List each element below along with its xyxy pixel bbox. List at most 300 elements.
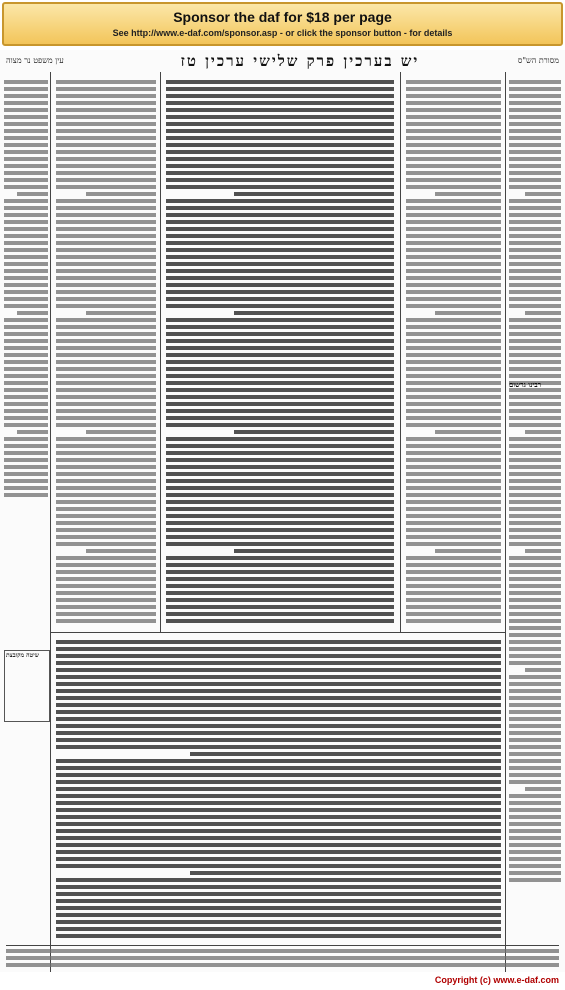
text-line (435, 549, 502, 553)
text-line (56, 122, 156, 126)
ein-mishpat-header: עין משפט נר מצוה (6, 56, 64, 65)
text-line (56, 857, 501, 861)
text-line (4, 325, 48, 329)
text-line (166, 129, 394, 133)
text-line (56, 332, 156, 336)
text-line (166, 514, 394, 518)
column-divider (160, 72, 161, 632)
text-line (56, 808, 501, 812)
text-line (406, 395, 501, 399)
column-divider (50, 72, 51, 972)
text-line (509, 493, 561, 497)
text-line (166, 605, 394, 609)
text-line (86, 549, 156, 553)
text-line (4, 339, 48, 343)
text-line (56, 262, 156, 266)
text-line (166, 108, 394, 112)
text-line (166, 227, 394, 231)
text-line (56, 787, 501, 791)
text-line (4, 451, 48, 455)
text-line (406, 213, 501, 217)
text-line (509, 360, 561, 364)
text-line (56, 465, 156, 469)
text-line (4, 241, 48, 245)
text-line (525, 668, 561, 672)
text-line (509, 80, 561, 84)
text-line (4, 213, 48, 217)
text-line (56, 927, 501, 931)
text-line (406, 479, 501, 483)
text-line (509, 136, 561, 140)
text-line (509, 710, 561, 714)
text-line (4, 283, 48, 287)
text-line (56, 479, 156, 483)
text-line (56, 185, 156, 189)
text-line (56, 570, 156, 574)
text-line (56, 864, 501, 868)
text-line (406, 290, 501, 294)
text-line (166, 199, 394, 203)
text-line (406, 521, 501, 525)
text-line (4, 367, 48, 371)
text-line (4, 150, 48, 154)
text-line (56, 346, 156, 350)
text-line (509, 164, 561, 168)
text-line (166, 353, 394, 357)
text-line (166, 248, 394, 252)
text-line (4, 255, 48, 259)
text-line (4, 290, 48, 294)
text-line (166, 374, 394, 378)
text-line (6, 963, 559, 967)
text-line (509, 521, 561, 525)
text-line (406, 514, 501, 518)
text-line (4, 80, 48, 84)
text-line (509, 759, 561, 763)
text-line (166, 290, 394, 294)
text-line (166, 178, 394, 182)
text-line (56, 486, 156, 490)
text-line (4, 87, 48, 91)
text-line (56, 164, 156, 168)
text-line (509, 150, 561, 154)
text-line (406, 402, 501, 406)
section-divider (50, 632, 505, 633)
text-line (56, 822, 501, 826)
text-line (509, 682, 561, 686)
text-line (509, 563, 561, 567)
text-line (56, 157, 156, 161)
text-line (56, 598, 156, 602)
text-line (4, 388, 48, 392)
text-line (166, 241, 394, 245)
text-line (166, 283, 394, 287)
text-line (166, 80, 394, 84)
text-line (56, 318, 156, 322)
text-line (509, 374, 561, 378)
lower-lines (56, 640, 501, 938)
text-line (406, 276, 501, 280)
text-line (56, 381, 156, 385)
text-line (406, 458, 501, 462)
text-line (406, 472, 501, 476)
text-line (509, 696, 561, 700)
text-line (406, 206, 501, 210)
text-line (56, 87, 156, 91)
text-line (56, 220, 156, 224)
text-line (406, 143, 501, 147)
text-line (17, 311, 48, 315)
text-line (406, 465, 501, 469)
text-line (56, 878, 501, 882)
text-line (509, 675, 561, 679)
text-line (56, 297, 156, 301)
text-line (4, 304, 48, 308)
text-line (509, 101, 561, 105)
text-line (406, 612, 501, 616)
text-line (525, 192, 561, 196)
text-line (190, 871, 502, 875)
text-line (406, 80, 501, 84)
text-line (406, 122, 501, 126)
text-line (406, 563, 501, 567)
text-line (406, 129, 501, 133)
text-line (4, 402, 48, 406)
text-line (509, 339, 561, 343)
text-line (406, 171, 501, 175)
text-line (166, 402, 394, 406)
text-line (56, 171, 156, 175)
text-line (406, 220, 501, 224)
text-line (56, 682, 501, 686)
text-line (4, 108, 48, 112)
sponsor-banner[interactable] (2, 2, 563, 46)
text-line (509, 276, 561, 280)
text-line (4, 444, 48, 448)
text-line (56, 388, 156, 392)
text-line (166, 339, 394, 343)
text-line (406, 619, 501, 623)
text-line (166, 444, 394, 448)
text-line (56, 850, 501, 854)
text-line (56, 472, 156, 476)
text-line (4, 185, 48, 189)
text-line (166, 395, 394, 399)
text-line (56, 913, 501, 917)
mesorat-hashas-header: מסורת הש"ס (517, 56, 559, 65)
text-line (509, 283, 561, 287)
talmud-page (0, 50, 565, 972)
text-line (56, 934, 501, 938)
text-line (406, 353, 501, 357)
text-line (166, 150, 394, 154)
text-line (56, 647, 501, 651)
text-line (406, 605, 501, 609)
text-line (4, 332, 48, 336)
text-line (4, 94, 48, 98)
text-line (56, 353, 156, 357)
text-line (4, 157, 48, 161)
text-line (166, 612, 394, 616)
text-line (56, 206, 156, 210)
text-line (56, 759, 501, 763)
text-line (166, 598, 394, 602)
text-line (56, 514, 156, 518)
text-line (166, 262, 394, 266)
text-line (166, 157, 394, 161)
text-line (509, 269, 561, 273)
text-line (56, 885, 501, 889)
text-line (509, 472, 561, 476)
text-line (509, 542, 561, 546)
text-line (509, 822, 561, 826)
text-line (509, 122, 561, 126)
text-line (56, 248, 156, 252)
text-line (509, 241, 561, 245)
text-line (56, 654, 501, 658)
text-line (509, 262, 561, 266)
text-line (509, 808, 561, 812)
text-line (166, 136, 394, 140)
text-line (166, 367, 394, 371)
text-line (234, 192, 394, 196)
text-line (525, 430, 561, 434)
sponsor-title[interactable]: Sponsor the daf for $18 per page (173, 9, 392, 25)
text-line (406, 325, 501, 329)
text-line (56, 374, 156, 378)
text-line (56, 556, 156, 560)
text-line (56, 724, 501, 728)
gemara-column (166, 80, 394, 628)
text-line (509, 647, 561, 651)
bottom-note-lines (6, 949, 559, 967)
text-line (56, 283, 156, 287)
text-line (56, 367, 156, 371)
text-line (509, 766, 561, 770)
text-line (509, 738, 561, 742)
text-line (56, 444, 156, 448)
text-line (406, 598, 501, 602)
text-line (166, 458, 394, 462)
text-line (56, 507, 156, 511)
text-line (56, 94, 156, 98)
text-line (509, 129, 561, 133)
text-line (166, 500, 394, 504)
lower-commentary-block (56, 640, 501, 940)
text-line (56, 689, 501, 693)
text-line (509, 605, 561, 609)
text-line (525, 549, 561, 553)
text-line (4, 206, 48, 210)
text-line (509, 745, 561, 749)
text-line (166, 122, 394, 126)
text-line (4, 122, 48, 126)
text-line (509, 255, 561, 259)
text-line (56, 339, 156, 343)
text-line (166, 381, 394, 385)
text-line (509, 535, 561, 539)
text-line (406, 451, 501, 455)
text-line (17, 430, 48, 434)
text-line (166, 563, 394, 567)
text-line (509, 640, 561, 644)
text-line (56, 458, 156, 462)
text-line (406, 535, 501, 539)
text-line (509, 514, 561, 518)
text-line (166, 143, 394, 147)
text-line (166, 423, 394, 427)
text-line (509, 780, 561, 784)
text-line (56, 402, 156, 406)
text-line (56, 892, 501, 896)
text-line (166, 388, 394, 392)
text-line (4, 423, 48, 427)
text-line (56, 101, 156, 105)
text-line (406, 269, 501, 273)
text-line (509, 528, 561, 532)
text-line (56, 234, 156, 238)
text-line (166, 556, 394, 560)
text-line (509, 850, 561, 854)
text-line (56, 129, 156, 133)
text-line (4, 220, 48, 224)
text-line (166, 409, 394, 413)
text-line (56, 766, 501, 770)
text-line (406, 339, 501, 343)
text-line (4, 262, 48, 266)
text-line (509, 500, 561, 504)
text-line (166, 521, 394, 525)
text-line (406, 388, 501, 392)
text-line (4, 395, 48, 399)
text-line (406, 115, 501, 119)
text-line (509, 437, 561, 441)
text-line (166, 206, 394, 210)
text-line (509, 843, 561, 847)
text-line (509, 458, 561, 462)
text-line (509, 612, 561, 616)
text-line (406, 381, 501, 385)
text-line (509, 423, 561, 427)
text-line (4, 164, 48, 168)
text-line (406, 556, 501, 560)
sponsor-subtitle[interactable]: See http://www.e-daf.com/sponsor.asp - or click the sponsor button - for details (112, 28, 453, 38)
text-line (4, 178, 48, 182)
text-line (56, 668, 501, 672)
text-line (4, 353, 48, 357)
text-line (509, 717, 561, 721)
tosafot-lines (56, 80, 156, 623)
text-line (56, 115, 156, 119)
left-margin-lines (4, 80, 48, 497)
text-line (4, 129, 48, 133)
text-line (406, 360, 501, 364)
text-line (56, 360, 156, 364)
text-line (166, 325, 394, 329)
text-line (4, 465, 48, 469)
text-line (56, 451, 156, 455)
text-line (166, 304, 394, 308)
text-line (509, 556, 561, 560)
text-line (6, 956, 559, 960)
text-line (406, 346, 501, 350)
text-line (56, 738, 501, 742)
text-line (406, 591, 501, 595)
text-line (56, 80, 156, 84)
text-line (56, 906, 501, 910)
text-line (509, 794, 561, 798)
text-line (234, 430, 394, 434)
text-line (56, 409, 156, 413)
text-line (509, 598, 561, 602)
text-line (56, 815, 501, 819)
text-line (509, 591, 561, 595)
text-line (56, 899, 501, 903)
text-line (509, 689, 561, 693)
text-line (509, 115, 561, 119)
text-line (406, 255, 501, 259)
text-line (166, 297, 394, 301)
text-line (86, 430, 156, 434)
text-line (56, 255, 156, 259)
text-line (4, 101, 48, 105)
text-line (406, 164, 501, 168)
text-line (56, 178, 156, 182)
text-line (86, 192, 156, 196)
text-line (166, 493, 394, 497)
text-line (509, 227, 561, 231)
text-line (406, 283, 501, 287)
text-line (509, 108, 561, 112)
text-line (406, 108, 501, 112)
text-line (166, 276, 394, 280)
text-line (509, 346, 561, 350)
text-line (406, 185, 501, 189)
right-margin-lines (509, 80, 561, 882)
text-line (509, 185, 561, 189)
bottom-notes (6, 949, 559, 969)
text-line (56, 493, 156, 497)
text-line (166, 164, 394, 168)
text-line (56, 108, 156, 112)
copyright-footer: Copyright (c) www.e-daf.com (434, 975, 559, 985)
text-line (56, 640, 501, 644)
text-line (56, 591, 156, 595)
text-line (509, 304, 561, 308)
text-line (406, 94, 501, 98)
text-line (166, 451, 394, 455)
text-line (509, 87, 561, 91)
text-line (4, 318, 48, 322)
text-line (509, 465, 561, 469)
text-line (4, 171, 48, 175)
text-line (509, 220, 561, 224)
text-line (17, 192, 48, 196)
text-line (56, 416, 156, 420)
text-line (56, 521, 156, 525)
text-line (190, 752, 502, 756)
text-line (509, 731, 561, 735)
text-line (509, 878, 561, 882)
text-line (406, 437, 501, 441)
text-line (406, 150, 501, 154)
text-line (406, 367, 501, 371)
text-line (509, 864, 561, 868)
text-line (56, 920, 501, 924)
text-line (509, 290, 561, 294)
text-line (56, 717, 501, 721)
page-title: יש בערכין פרק שלישי ערכין טז (180, 52, 420, 70)
